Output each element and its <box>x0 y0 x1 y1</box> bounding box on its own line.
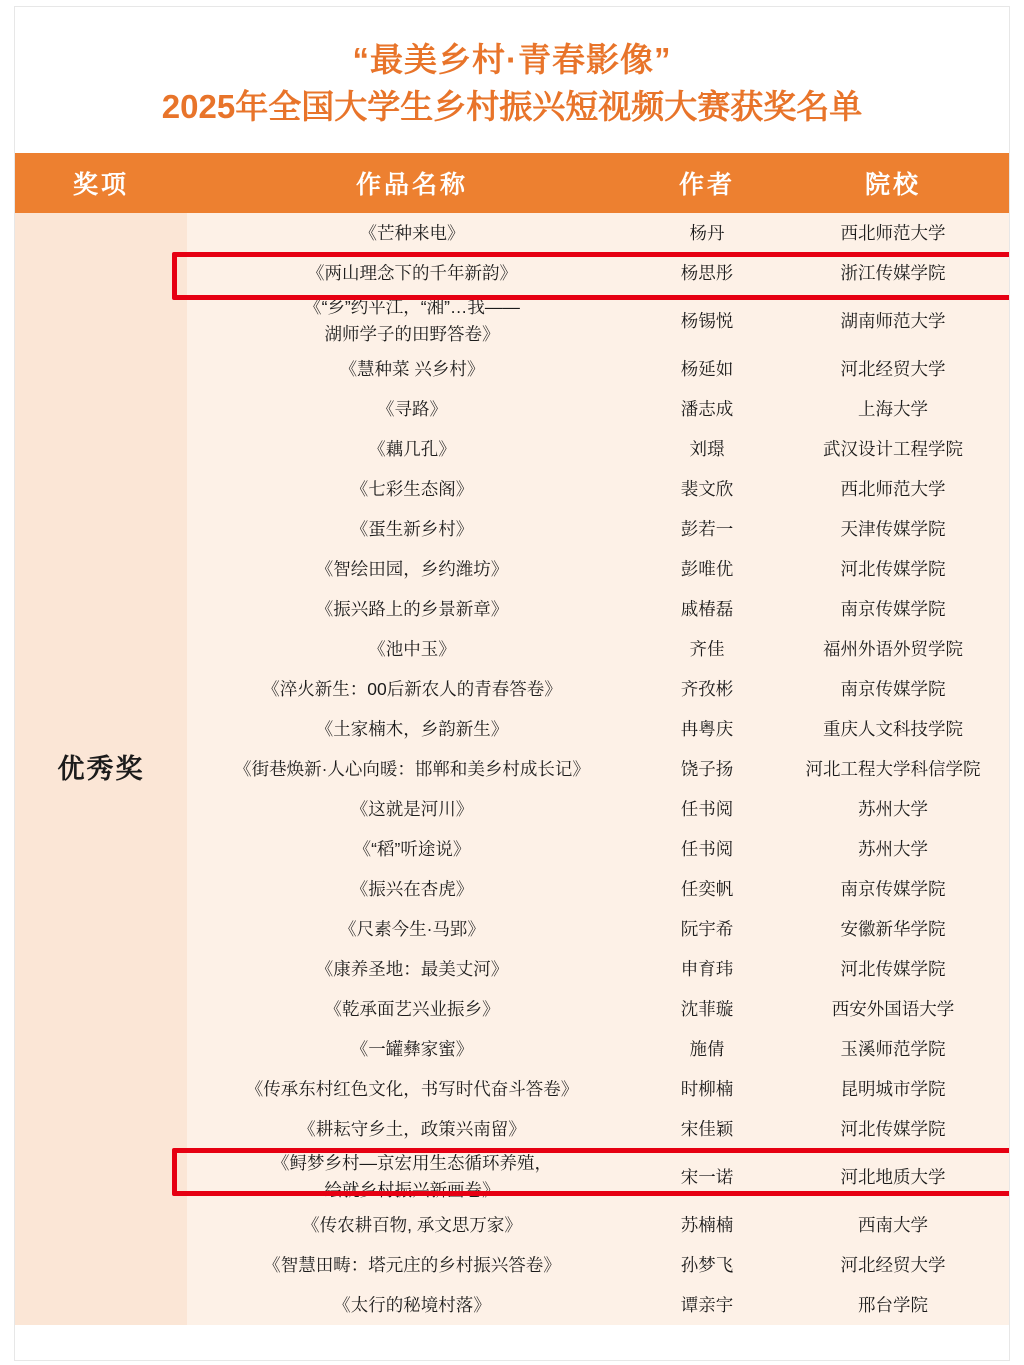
cell-author: 彭唯优 <box>637 549 777 589</box>
document-sheet <box>14 6 1010 1361</box>
cell-author: 杨延如 <box>637 349 777 389</box>
cell-author: 申育玮 <box>637 949 777 989</box>
column-header-award: 奖项 <box>15 153 187 213</box>
cell-author: 任奕帆 <box>637 869 777 909</box>
cell-work-title: 《耕耘守乡土，政策兴南留》 <box>187 1109 637 1149</box>
cell-school: 福州外语外贸学院 <box>777 629 1009 669</box>
cell-school: 浙江传媒学院 <box>777 253 1009 293</box>
document-header <box>15 7 1009 153</box>
cell-school: 河北地质大学 <box>777 1149 1009 1205</box>
cell-school: 河北传媒学院 <box>777 949 1009 989</box>
cell-author: 谭亲宇 <box>637 1285 777 1325</box>
cell-author: 施倩 <box>637 1029 777 1069</box>
cell-school: 苏州大学 <box>777 829 1009 869</box>
cell-author: 冉粤庆 <box>637 709 777 749</box>
cell-work-title: 《淬火新生：00后新农人的青春答卷》 <box>187 669 637 709</box>
cell-school: 河北经贸大学 <box>777 1245 1009 1285</box>
table-header-row <box>15 153 1009 213</box>
table-body <box>15 213 1009 1325</box>
cell-school: 河北传媒学院 <box>777 549 1009 589</box>
cell-work-title: 《土家楠木，乡韵新生》 <box>187 709 637 749</box>
cell-work-title: 《慧种菜 兴乡村》 <box>187 349 637 389</box>
cell-work-title: 《芒种来电》 <box>187 213 637 253</box>
cell-work-title: 《乾承面艺兴业振乡》 <box>187 989 637 1029</box>
cell-work-title: 《智慧田畴：塔元庄的乡村振兴答卷》 <box>187 1245 637 1285</box>
cell-school: 昆明城市学院 <box>777 1069 1009 1109</box>
cell-work-title: 《两山理念下的千年新韵》 <box>187 253 637 293</box>
cell-school: 河北工程大学科信学院 <box>777 749 1009 789</box>
award-category-label: 优秀奖 <box>15 213 187 1325</box>
cell-author: 杨锡悦 <box>637 293 777 349</box>
cell-work-title: 《寻路》 <box>187 389 637 429</box>
cell-school: 河北经贸大学 <box>777 349 1009 389</box>
cell-author: 宋佳颖 <box>637 1109 777 1149</box>
cell-school: 天津传媒学院 <box>777 509 1009 549</box>
cell-author: 饶子扬 <box>637 749 777 789</box>
cell-author: 阮宇希 <box>637 909 777 949</box>
cell-work-title: 《太行的秘境村落》 <box>187 1285 637 1325</box>
table-row <box>15 213 1009 253</box>
cell-school: 武汉设计工程学院 <box>777 429 1009 469</box>
cell-author: 刘璟 <box>637 429 777 469</box>
cell-work-title: 《池中玉》 <box>187 629 637 669</box>
cell-school: 邢台学院 <box>777 1285 1009 1325</box>
cell-school: 苏州大学 <box>777 789 1009 829</box>
cell-author: 时柳楠 <box>637 1069 777 1109</box>
column-header-school: 院校 <box>777 153 1009 213</box>
cell-school: 西北师范大学 <box>777 469 1009 509</box>
cell-school: 重庆人文科技学院 <box>777 709 1009 749</box>
cell-school: 南京传媒学院 <box>777 669 1009 709</box>
cell-work-title: 《尺素今生·马郢》 <box>187 909 637 949</box>
cell-work-title: 《七彩生态阁》 <box>187 469 637 509</box>
cell-school: 南京传媒学院 <box>777 589 1009 629</box>
cell-author: 戚椿磊 <box>637 589 777 629</box>
cell-author: 裴文欣 <box>637 469 777 509</box>
cell-work-title: 《振兴路上的乡景新章》 <box>187 589 637 629</box>
cell-work-title: 《藕几孔》 <box>187 429 637 469</box>
title-line-2: 2025年全国大学生乡村振兴短视频大赛获奖名单 <box>161 88 863 125</box>
cell-school: 安徽新华学院 <box>777 909 1009 949</box>
cell-school: 玉溪师范学院 <box>777 1029 1009 1069</box>
cell-school: 河北传媒学院 <box>777 1109 1009 1149</box>
cell-author: 杨丹 <box>637 213 777 253</box>
cell-school: 南京传媒学院 <box>777 869 1009 909</box>
cell-work-title: 《“稻”听途说》 <box>187 829 637 869</box>
cell-work-title: 《这就是河川》 <box>187 789 637 829</box>
cell-author: 宋一诺 <box>637 1149 777 1205</box>
cell-work-title: 《鲟梦乡村—京宏用生态循环养殖， 绘就乡村振兴新画卷》 <box>187 1149 637 1205</box>
cell-work-title: 《一罐彝家蜜》 <box>187 1029 637 1069</box>
title-line-1: “最美乡村·青春影像” <box>352 41 672 78</box>
cell-work-title: 《蛋生新乡村》 <box>187 509 637 549</box>
cell-author: 齐佳 <box>637 629 777 669</box>
cell-author: 彭若一 <box>637 509 777 549</box>
cell-work-title: 《“乡”约平江，“湘”…我—— 湖师学子的田野答卷》 <box>187 293 637 349</box>
cell-author: 齐孜彬 <box>637 669 777 709</box>
cell-school: 西南大学 <box>777 1205 1009 1245</box>
cell-author: 杨思彤 <box>637 253 777 293</box>
cell-author: 苏楠楠 <box>637 1205 777 1245</box>
cell-school: 西安外国语大学 <box>777 989 1009 1029</box>
cell-author: 孙梦飞 <box>637 1245 777 1285</box>
cell-work-title: 《康养圣地：最美丈河》 <box>187 949 637 989</box>
cell-author: 潘志成 <box>637 389 777 429</box>
cell-work-title: 《振兴在杏虎》 <box>187 869 637 909</box>
cell-school: 西北师范大学 <box>777 213 1009 253</box>
column-header-author: 作者 <box>637 153 777 213</box>
cell-author: 任书阅 <box>637 789 777 829</box>
cell-school: 湖南师范大学 <box>777 293 1009 349</box>
cell-school: 上海大学 <box>777 389 1009 429</box>
award-list-table <box>15 153 1009 1325</box>
cell-work-title: 《智绘田园，乡约潍坊》 <box>187 549 637 589</box>
cell-work-title: 《传承东村红色文化，书写时代奋斗答卷》 <box>187 1069 637 1109</box>
cell-author: 任书阅 <box>637 829 777 869</box>
cell-work-title: 《传农耕百物, 承文思万家》 <box>187 1205 637 1245</box>
cell-work-title: 《街巷焕新·人心向暖：邯郸和美乡村成长记》 <box>187 749 637 789</box>
cell-author: 沈菲璇 <box>637 989 777 1029</box>
column-header-work: 作品名称 <box>187 153 637 213</box>
